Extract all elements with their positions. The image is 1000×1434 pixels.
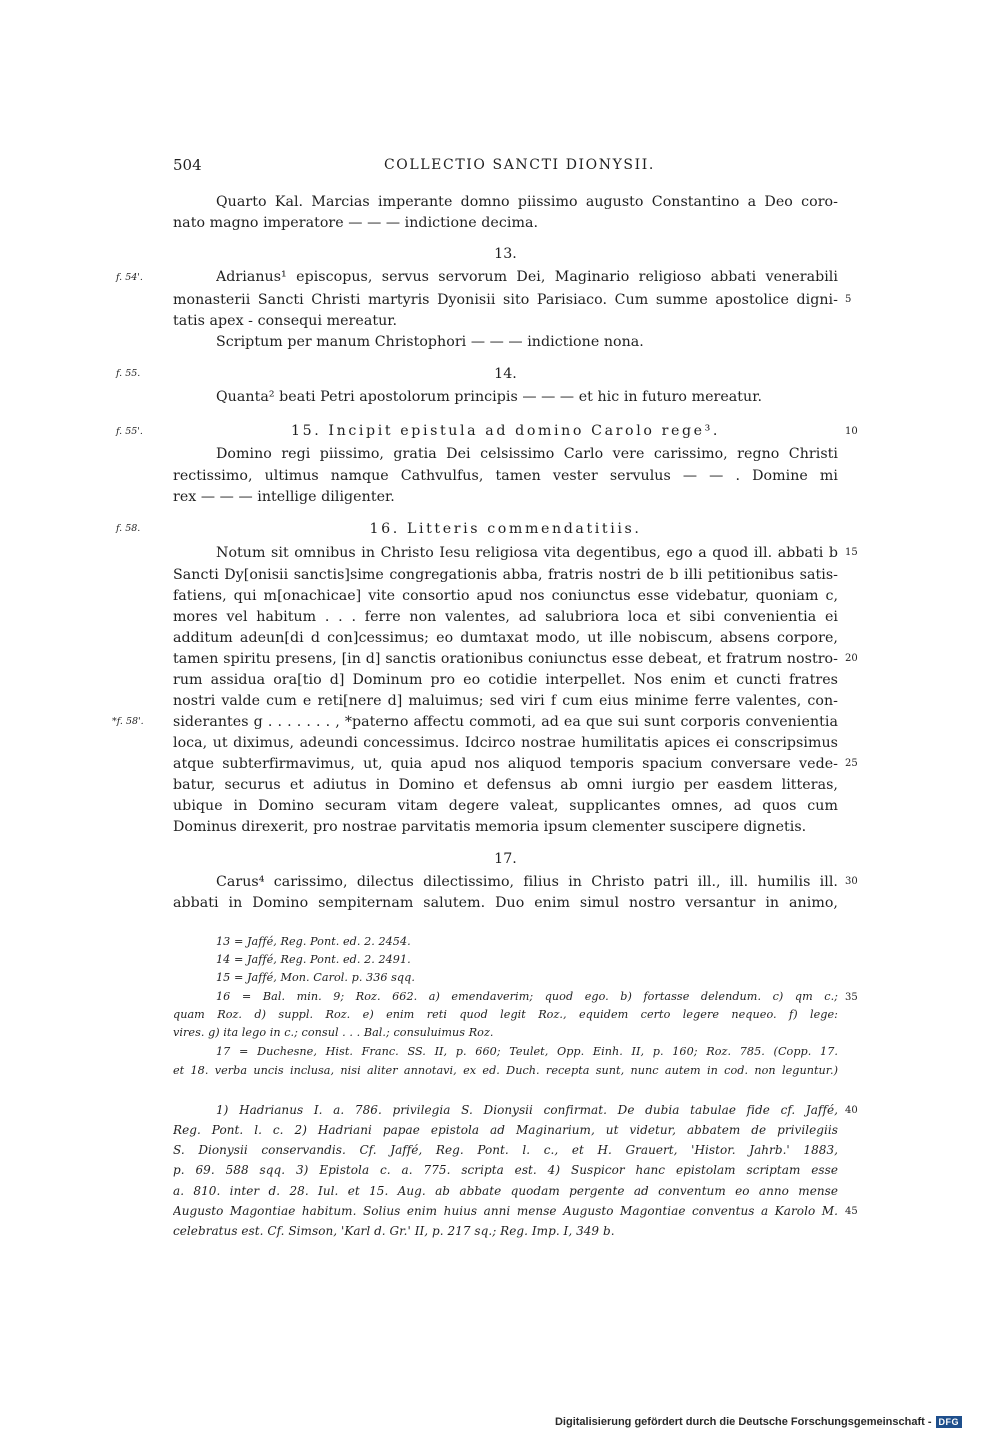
text-line: abbati in Domino sempiternam salutem. Duo enim simul nostro versantur in animo,	[173, 895, 838, 911]
folio-mark: *f. 58'.	[112, 716, 144, 727]
section-number: 17.	[494, 851, 517, 867]
apparatus-line: vires. g) ita lego in c.; consul . . . Bal.; consuluimus Roz.	[173, 1026, 494, 1039]
text-line: Quarto Kal. Marcias imperante domno piissimo augusto Constantino a Deo coro-	[216, 194, 838, 210]
text-line: loca, ut diximus, adeundi concessimus. Idcirco nostrae humilitatis apices ei conscripsimus	[173, 735, 838, 751]
section-heading: 15. Incipit epistula ad domino Carolo rege³.	[290, 423, 721, 439]
footnote-line: a. 810. inter d. 28. Iul. et 15. Aug. ab abbate quodam pergente ad conventum eo anno mense	[173, 1184, 838, 1198]
footnote-line: Augusto Magontiae habitum. Solius enim huius anni mense Augusto Magontiae conventus a Karolo M.	[173, 1204, 838, 1218]
apparatus-line: 17 = Duchesne, Hist. Franc. SS. II, p. 660; Teulet, Opp. Einh. II, p. 160; Roz. 785. (Copp. 17.	[216, 1045, 838, 1058]
line-number: 5	[845, 294, 852, 305]
line-number: 40	[845, 1105, 858, 1116]
line-number: 45	[845, 1206, 858, 1217]
line-number: 20	[845, 653, 858, 664]
folio-mark: f. 58.	[116, 523, 141, 534]
footnote-line: p. 69. 588 sqq. 3) Epistola c. a. 775. scripta est. 4) Suspicor hanc epistolam scriptam esse	[173, 1163, 838, 1177]
text-line: rex — — — intellige diligenter.	[173, 489, 395, 505]
text-line: Notum sit omnibus in Christo Iesu religiosa vita degentibus, ego a quod ill. abbati b	[216, 545, 838, 561]
text-line: Dominus direxerit, pro nostrae parvitatis memoria ipsum clementer suscipere dignetis.	[173, 819, 807, 835]
line-number: 35	[845, 992, 858, 1003]
folio-mark: f. 55.	[116, 368, 141, 379]
digitization-credit	[555, 1416, 962, 1428]
text-line: rectissimo, ultimus namque Cathvulfus, tamen vester servulus — — . Domine mi	[173, 468, 838, 484]
apparatus-line: 14 = Jaffé, Reg. Pont. ed. 2. 2491.	[216, 953, 411, 966]
text-line: nostri valde cum e reti[nere d] maluimus; sed viri f cum eius minime ferre valentes, con-	[173, 693, 838, 709]
running-title: COLLECTIO SANCTI DIONYSII.	[384, 157, 655, 173]
text-line: fatiens, qui m[onachicae] vite consortio apud nos coniunctus esse videbatur, quoniam c,	[173, 588, 838, 604]
text-line: Scriptum per manum Christophori — — — indictione nona.	[216, 334, 644, 350]
section-heading: 16. Litteris commendatitiis.	[369, 521, 642, 537]
text-line: rum assidua ora[tio d] Dominum pro eo cotidie interpellet. Nos enim et cuncti fratres	[173, 672, 838, 688]
text-line: Adrianus¹ episcopus, servus servorum Dei, Maginario religioso abbati venerabili	[216, 269, 838, 285]
text-line: nato magno imperatore — — — indictione decima.	[173, 215, 539, 231]
text-line: siderantes g . . . . . . . , *paterno affectu commoti, ad ea que sui sunt corporis convenientia	[173, 714, 838, 730]
text-line: Carus⁴ carissimo, dilectus dilectissimo, filius in Christo patri ill., ill. humilis ill.	[216, 874, 838, 890]
text-line: tatis apex - consequi mereatur.	[173, 313, 398, 329]
apparatus-line: 15 = Jaffé, Mon. Carol. p. 336 sqq.	[216, 971, 415, 984]
footnote-line: celebratus est. Cf. Simson, 'Karl d. Gr.' II, p. 217 sq.; Reg. Imp. I, 349 b.	[173, 1224, 615, 1238]
apparatus-line: quam Roz. d) suppl. Roz. e) enim reti quod legit Roz., equidem certo legere nequeo. f) lege:	[173, 1008, 838, 1021]
text-line: additum adeun[di d con]cessimus; eo dumtaxat modo, ut ille nobiscum, absens corpore,	[173, 630, 838, 646]
text-line: mores vel habitum . . . ferre non valentes, ad salubriora loca et sibi convenientia ei	[173, 609, 838, 625]
text-line: Domino regi piissimo, gratia Dei celsissimo Carlo vere carissimo, regno Christi	[216, 446, 838, 462]
line-number: 30	[845, 876, 858, 887]
text-line: tamen spiritu presens, [in d] sanctis orationibus coniunctus esse debeat, et fratrum nostro-	[173, 651, 838, 667]
line-number: 15	[845, 547, 858, 558]
footnote-line: S. Dionysii conservandis. Cf. Jaffé, Reg. Pont. l. c., et H. Grauert, 'Histor. Jahrb.' 1883,	[173, 1143, 838, 1157]
footnote-line: Reg. Pont. l. c. 2) Hadriani papae epistola ad Maginarium, ut videtur, abbatem de privilegiis	[173, 1123, 838, 1137]
line-number: 10	[845, 426, 858, 437]
text-line: ubique in Domino securam vitam degere valeat, supplicantes omnes, ad quos cum	[173, 798, 838, 814]
text-line: Quanta² beati Petri apostolorum principis — — — et hic in futuro mereatur.	[216, 389, 763, 405]
credit-text: Digitalisierung gefördert durch die Deutsche Forschungsgemeinschaft -	[554, 1416, 932, 1428]
folio-mark: f. 55'.	[116, 426, 143, 437]
folio-mark: f. 54'.	[116, 272, 143, 283]
section-number: 14.	[494, 366, 517, 382]
text-line: atque subterfirmavimus, ut, quia apud nos aliquod temporis spacium conversare vede-	[173, 756, 838, 772]
apparatus-line: 13 = Jaffé, Reg. Pont. ed. 2. 2454.	[216, 935, 411, 948]
page-number: 504	[173, 156, 202, 174]
footnote-line: 1) Hadrianus I. a. 786. privilegia S. Dionysii confirmat. De dubia tabulae fide cf. Jaffé,	[216, 1103, 838, 1117]
dfg-logo-icon: DFG	[936, 1416, 963, 1428]
apparatus-line: 16 = Bal. min. 9; Roz. 662. a) emendaverim; quod ego. b) fortasse delendum. c) qm c.;	[216, 990, 838, 1003]
section-number: 13.	[494, 246, 517, 262]
text-line: monasterii Sancti Christi martyris Dyonisii sito Parisiaco. Cum summe apostolice digni-	[173, 292, 838, 308]
line-number: 25	[845, 758, 858, 769]
text-line: Sancti Dy[onisii sanctis]sime congregationis abba, fratris nostri de b illi petitionibus satis-	[173, 567, 838, 583]
apparatus-line: et 18. verba uncis inclusa, nisi aliter annotavi, ex ed. Duch. recepta sunt, nunc autem in cod. non leguntur.)	[173, 1064, 838, 1077]
text-line: batur, securus et adiutus in Domino et defensus ab omni iurgio per easdem litteras,	[173, 777, 838, 793]
